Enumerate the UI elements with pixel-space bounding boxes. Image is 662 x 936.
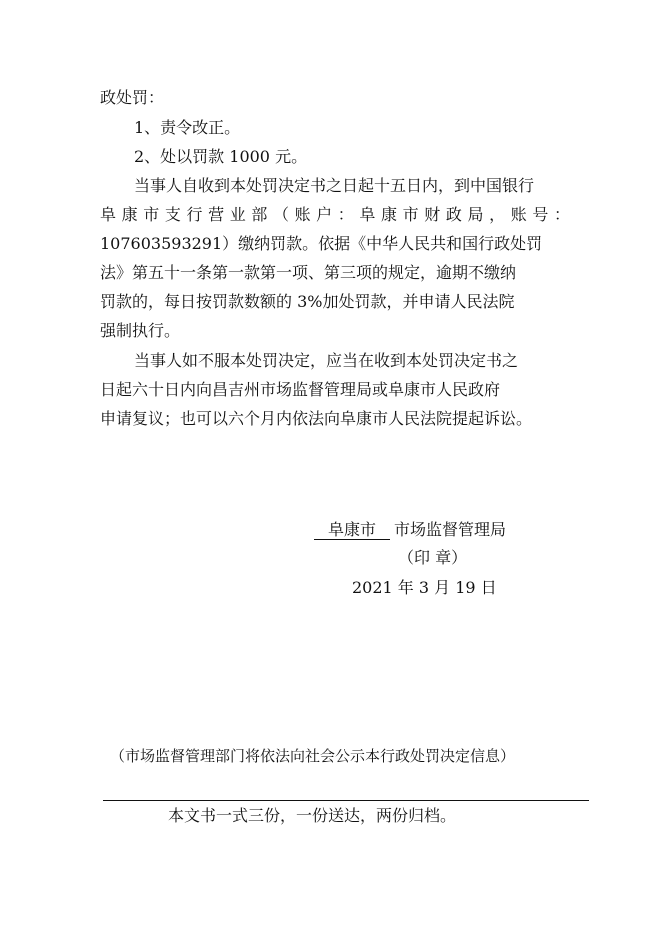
para-1-line-2: 阜康市支行营业部（账户：阜康市财政局，账号： <box>100 205 570 224</box>
footer-divider <box>103 800 589 801</box>
signature-city: 阜康市 <box>314 521 390 540</box>
para-1-line-1: 当事人自收到本处罚决定书之日起十五日内，到中国银行 <box>134 176 535 195</box>
para-2-line-1: 当事人如不服本处罚决定，应当在收到本处罚决定书之 <box>134 351 519 370</box>
para-1-line-5: 罚款的，每日按罚款数额的 3%加处罚款，并申请人民法院 <box>100 292 515 311</box>
signature-bureau: 市场监督管理局 <box>394 520 507 539</box>
para-1-line-6: 强制执行。 <box>100 321 181 340</box>
public-notice: （市场监督管理部门将依法向社会公示本行政处罚决定信息） <box>110 747 516 765</box>
signature-authority <box>314 520 506 540</box>
signature-seal: （印 章） <box>398 548 468 567</box>
para-2-line-2: 日起六十日内向昌吉州市场监督管理局或阜康市人民政府 <box>100 380 501 399</box>
para-1-line-3: 107603593291）缴纳罚款。依据《中华人民共和国行政处罚 <box>100 234 543 253</box>
signature-date: 2021 年 3 月 19 日 <box>352 578 497 597</box>
body-line-1: 政处罚： <box>100 88 165 107</box>
item-2: 2、处以罚款 1000 元。 <box>134 147 308 166</box>
para-1-line-4: 法》第五十一条第一款第一项、第三项的规定，逾期不缴纳 <box>100 263 517 282</box>
item-1: 1、责令改正。 <box>134 118 241 137</box>
footer-note: 本文书一式三份，一份送达，两份归档。 <box>168 806 457 825</box>
para-2-line-3: 申请复议；也可以六个月内依法向阜康市人民法院提起诉讼。 <box>100 409 533 428</box>
